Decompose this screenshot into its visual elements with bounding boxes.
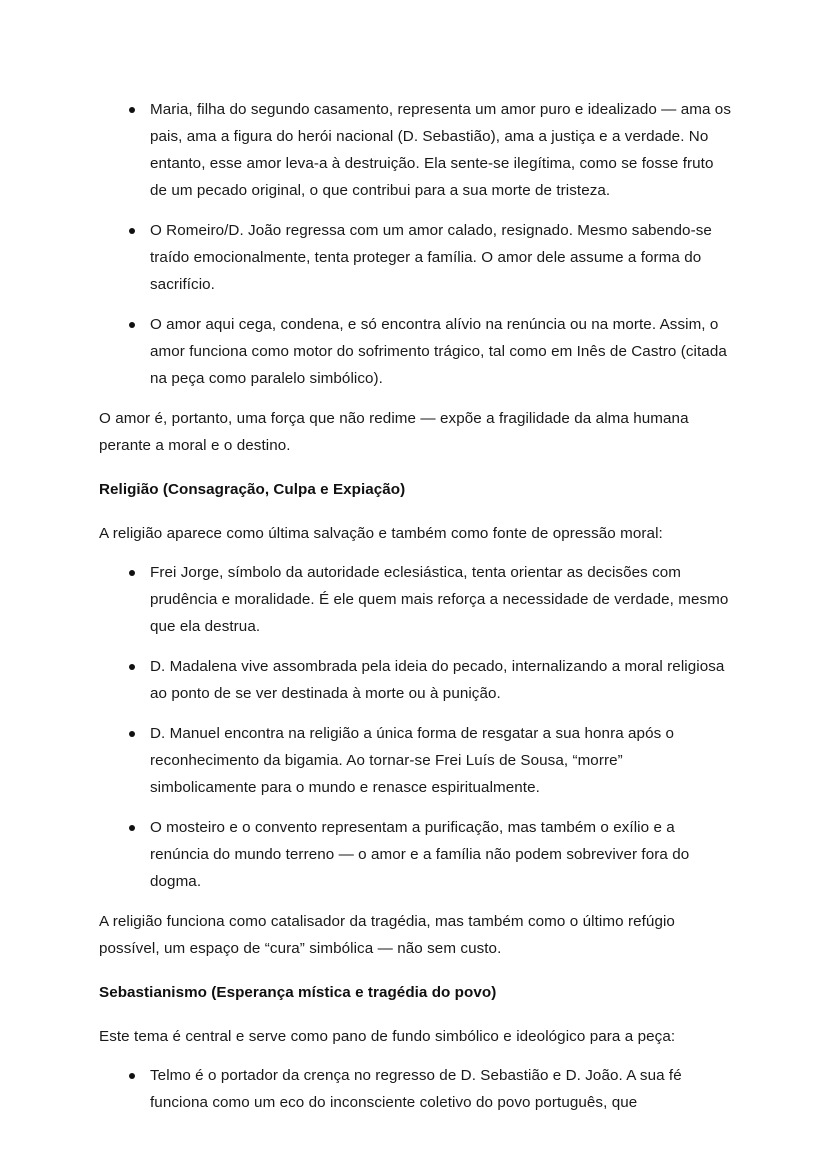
list-item-text: D. Manuel encontra na religião a única forma de resgatar a sua honra após o reconhecimento da bigamia. Ao tornar-se Frei Luís de Sousa, “morre” simbolicamente para o mundo e renasce espiritualmente. <box>150 725 675 796</box>
list-item-text: D. Madalena vive assombrada pela ideia do pecado, internalizando a moral religiosa ao ponto de se ver destinada à morte ou à punição. <box>150 658 725 702</box>
paragraph-amor-conclusao: O amor é, portanto, uma força que não redime — expõe a fragilidade da alma humana perante a moral e o destino. <box>99 410 689 454</box>
list-item-text: Telmo é o portador da crença no regresso de D. Sebastião e D. João. A sua fé funciona como um eco do inconsciente coletivo do povo português, que <box>150 1067 682 1111</box>
bullet-dot-icon <box>129 1062 136 1089</box>
bullet-dot-icon <box>129 814 136 841</box>
religiao-bullet-list <box>99 559 731 895</box>
list-item <box>99 311 731 392</box>
heading-sebastianismo: Sebastianismo (Esperança mística e tragédia do povo) <box>99 984 497 1001</box>
list-item-text: Frei Jorge, símbolo da autoridade eclesiástica, tenta orientar as decisões com prudência e moralidade. É ele quem mais reforça a necessidade de verdade, mesmo que ela destrua. <box>150 564 729 635</box>
heading-religiao: Religião (Consagração, Culpa e Expiação) <box>99 481 406 498</box>
paragraph-religiao-conclusao: A religião funciona como catalisador da tragédia, mas também como o último refúgio possível, um espaço de “cura” simbólica — não sem custo. <box>99 913 675 957</box>
bullet-dot-icon <box>129 720 136 747</box>
sebastianismo-bullet-list <box>99 1062 731 1116</box>
list-item <box>99 720 731 801</box>
list-item <box>99 559 731 640</box>
list-item <box>99 814 731 895</box>
list-item <box>99 653 731 707</box>
list-item-text: O Romeiro/D. João regressa com um amor calado, resignado. Mesmo sabendo-se traído emocionalmente, tenta proteger a família. O amor dele assume a forma do sacrifício. <box>150 222 712 293</box>
bullet-dot-icon <box>129 96 136 123</box>
list-item <box>99 96 731 204</box>
list-item-text: Maria, filha do segundo casamento, representa um amor puro e idealizado — ama os pais, ama a figura do herói nacional (D. Sebastião), ama a justiça e a verdade. No entanto, esse amor leva-a à destruição. Ela sente-se ilegítima, como se fosse fruto de um pecado original, o que contribui para a sua morte de tristeza. <box>150 101 731 199</box>
bullet-dot-icon <box>129 311 136 338</box>
paragraph-religiao-intro: A religião aparece como última salvação e também como fonte de opressão moral: <box>99 525 663 542</box>
document-body <box>99 96 731 1116</box>
list-item-text: O amor aqui cega, condena, e só encontra alívio na renúncia ou na morte. Assim, o amor funciona como motor do sofrimento trágico, tal como em Inês de Castro (citada na peça como paralelo simbólico). <box>150 316 727 387</box>
bullet-dot-icon <box>129 217 136 244</box>
list-item-text: O mosteiro e o convento representam a purificação, mas também o exílio e a renúncia do mundo terreno — o amor e a família não podem sobreviver fora do dogma. <box>150 819 690 890</box>
bullet-dot-icon <box>129 559 136 586</box>
list-item <box>99 1062 731 1116</box>
paragraph-sebastianismo-intro: Este tema é central e serve como pano de fundo simbólico e ideológico para a peça: <box>99 1028 676 1045</box>
amor-bullet-list <box>99 96 731 392</box>
bullet-dot-icon <box>129 653 136 680</box>
list-item <box>99 217 731 298</box>
